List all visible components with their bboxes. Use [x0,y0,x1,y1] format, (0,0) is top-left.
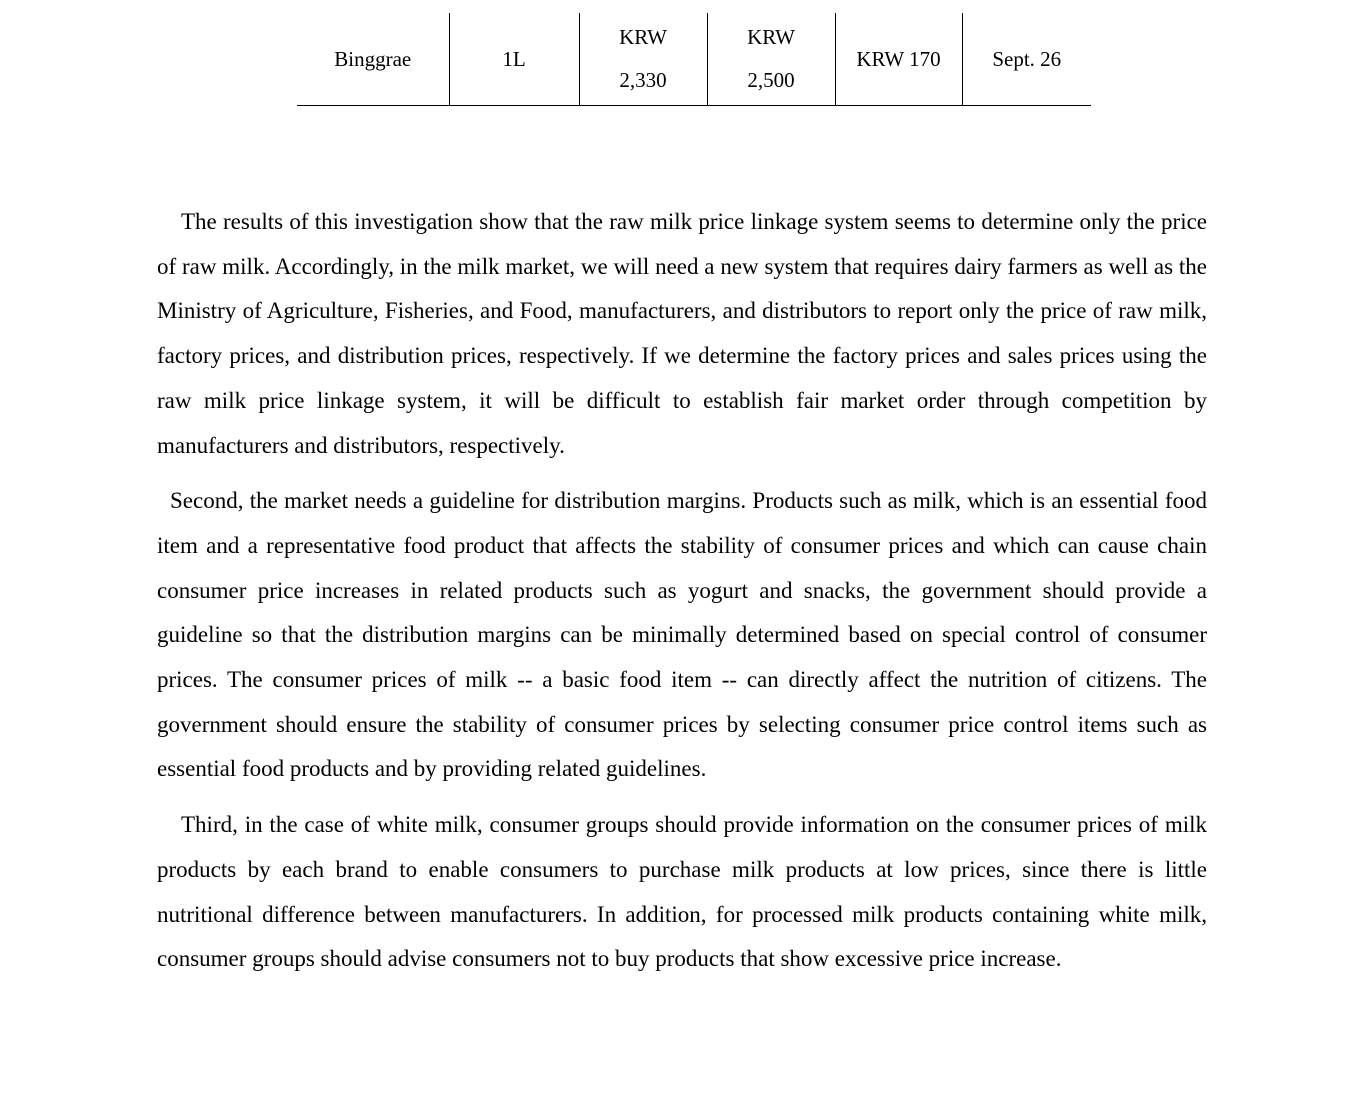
price-after-cell [707,13,835,106]
paragraph-second: Second, the market needs a guideline for distribution margins. Products such as milk, which is an essential food item and a representative food product that affects the stability of consumer prices and which can cause chain consumer price increases in related products such as yogurt and snacks, the government should provide a guideline so that the distribution margins can be minimally determined based on special control of consumer prices. The consumer prices of milk -- a basic food item -- can directly affect the nutrition of citizens. The government should ensure the stability of consumer prices by selecting consumer price control items such as essential food products and by providing related guidelines. [157,488,1207,782]
paragraph-conclusion: The results of this investigation show that the raw milk price linkage system seems to determine only the price of raw milk. Accordingly, in the milk market, we will need a new system that requires dairy farmers as well as the Ministry of Agriculture, Fisheries, and Food, manufacturers, and distributors to report only the price of raw milk, factory prices, and distribution prices, respectively. If we determine the factory prices and sales prices using the raw milk price linkage system, it will be difficult to establish fair market order through competition by manufacturers and distributors, respectively. [157,209,1207,458]
increase-cell [835,13,962,106]
table-row [297,13,1091,106]
body-text [157,200,1207,993]
brand-text: Binggrae [334,46,412,71]
brand-cell [297,13,449,106]
price-after-currency: KRW [747,25,795,49]
paragraph-third: Third, in the case of white milk, consumer groups should provide information on the consumer prices of milk products by each brand to enable consumers to purchase milk products at low prices, since there is little nutritional difference between manufacturers. In addition, for processed milk products containing white milk, consumer groups should advise consumers not to buy products that show excessive price increase. [157,812,1207,972]
price-before-cell [579,13,707,106]
price-table [297,13,1091,106]
increase-text: KRW 170 [856,46,941,71]
volume-text: 1L [502,46,526,71]
price-before-amount: 2,330 [619,68,667,92]
date-text: Sept. 26 [992,46,1062,71]
price-after-amount: 2,500 [747,68,795,92]
price-before-currency: KRW [619,25,667,49]
date-cell [962,13,1091,106]
volume-cell [449,13,579,106]
